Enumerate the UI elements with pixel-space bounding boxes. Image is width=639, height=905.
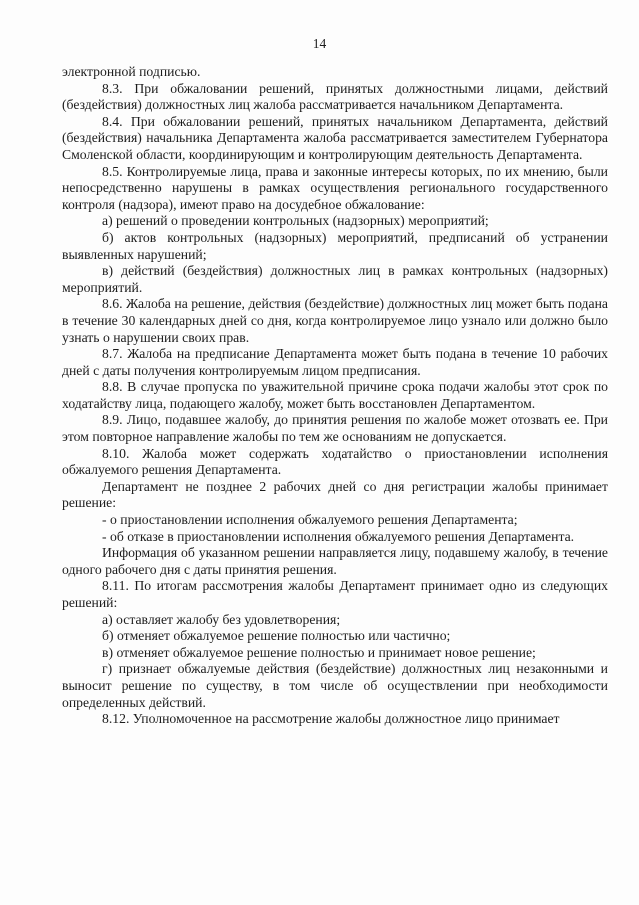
paragraph: 8.11. По итогам рассмотрения жалобы Департамент принимает одно из следующих решений: — [62, 578, 608, 610]
paragraph: 8.4. При обжаловании решений, принятых начальником Департамента, действий (бездействия) начальника Департамента жалоба рассматривается заместителем Губернатора Смоленской области, координирующим и контролирующим деятельность Департамента. — [62, 113, 608, 162]
paragraph: Информация об указанном решении направляется лицу, подавшему жалобу, в течение одного рабочего дня с даты принятия решения. — [62, 545, 608, 577]
paragraph: 8.3. При обжаловании решений, принятых должностными лицами, действий (бездействия) должностных лиц жалоба рассматривается начальником Департамента. — [62, 80, 608, 113]
paragraph: 8.12. Уполномоченное на рассмотрение жалобы должностное лицо принимает — [102, 711, 560, 727]
list-item: в) действий (бездействия) должностных лиц в рамках контрольных (надзорных) мероприятий. — [62, 263, 608, 295]
list-item: - о приостановлении исполнения обжалуемого решения Департамента; — [102, 512, 518, 528]
document-body — [62, 64, 608, 728]
list-item: - об отказе в приостановлении исполнения обжалуемого решения Департамента. — [102, 528, 575, 544]
list-item: а) оставляет жалобу без удовлетворения; — [102, 611, 341, 627]
list-item: б) отменяет обжалуемое решение полностью или частично; — [102, 628, 451, 644]
page-number: 14 — [312, 36, 327, 51]
paragraph: 8.8. В случае пропуска по уважительной причине срока подачи жалобы этот срок по ходатайству лица, подающего жалобу, может быть восстановлен Департаментом. — [62, 379, 608, 411]
list-item: г) признает обжалуемые действия (бездействие) должностных лиц незаконными и выносит решение по существу, в том числе об осуществлении при необходимости определенных действий. — [62, 661, 608, 710]
paragraph: 8.7. Жалоба на предписание Департамента может быть подана в течение 10 рабочих дней с даты получения контролируемым лицом предписания. — [62, 346, 608, 378]
list-item: а) решений о проведении контрольных (надзорных) мероприятий; — [102, 213, 489, 229]
paragraph: 8.9. Лицо, подавшее жалобу, до принятия решения по жалобе может отозвать ее. При этом повторное направление жалобы по тем же основаниям не допускается. — [62, 412, 608, 445]
list-item: б) актов контрольных (надзорных) мероприятий, предписаний об устранении выявленных нарушений; — [62, 229, 608, 262]
list-item: в) отменяет обжалуемое решение полностью и принимает новое решение; — [102, 644, 536, 660]
paragraph: 8.6. Жалоба на решение, действия (бездействие) должностных лиц может быть подана в течение 30 календарных дней со дня, когда контролируемое лицо узнало или должно было узнать о нарушении своих прав. — [62, 296, 608, 345]
paragraph: Департамент не позднее 2 рабочих дней со дня регистрации жалобы принимает решение: — [62, 478, 608, 511]
paragraph: электронной подписью. — [62, 64, 201, 79]
paragraph: 8.10. Жалоба может содержать ходатайство о приостановлении исполнения обжалуемого решения Департамента. — [62, 445, 608, 478]
paragraph: 8.5. Контролируемые лица, права и законные интересы которых, по их мнению, были непосредственно нарушены в рамках осуществления регионального государственного контроля (надзора), имеют право на досудебное обжалование: — [62, 163, 608, 212]
